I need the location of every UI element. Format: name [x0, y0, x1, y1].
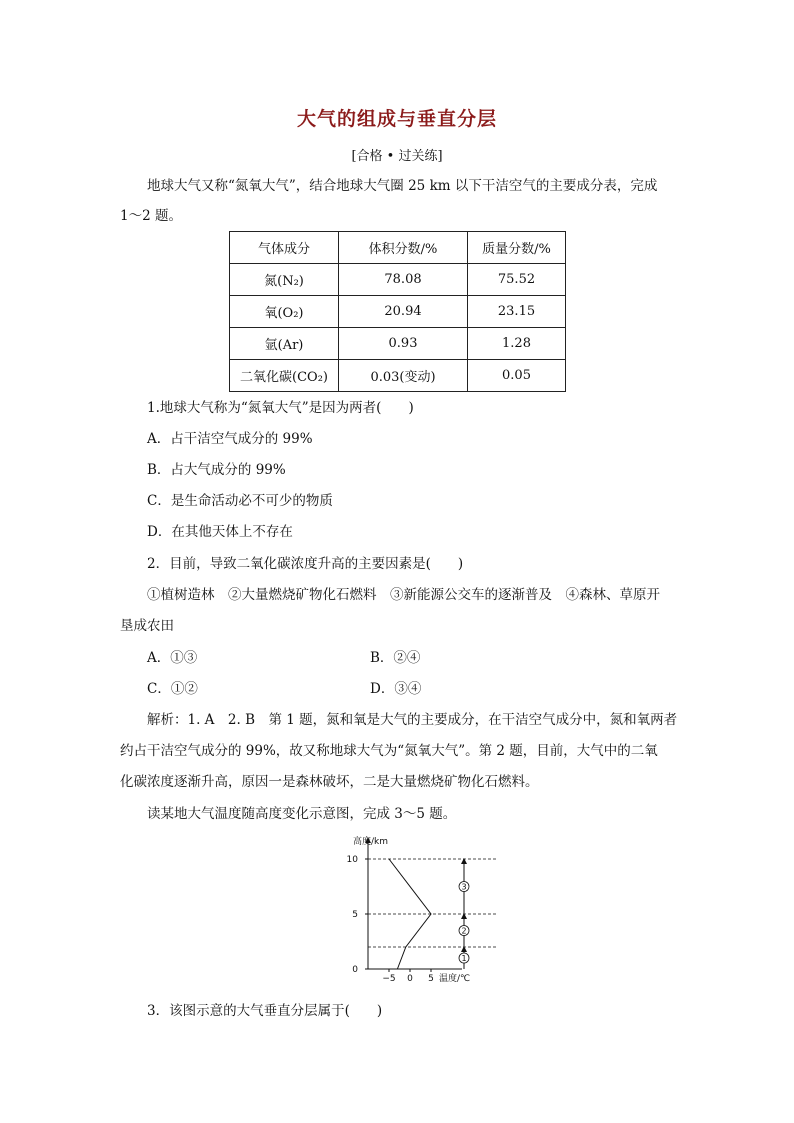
- page-title: 大气的组成与垂直分层: [296, 108, 497, 130]
- table-header-cell: 质量分数/%: [468, 232, 566, 264]
- gas-cell: 氮(N₂): [230, 264, 339, 296]
- layer-marker-label: 3: [461, 882, 467, 892]
- intro-questions-3-5: 读某地大气温度随高度变化示意图，完成 3～5 题。: [147, 806, 457, 822]
- question-2-option-d: D．③④: [370, 681, 422, 697]
- question-3-stem: 3．该图示意的大气垂直分层属于( ): [147, 1003, 383, 1019]
- gas-cell: 氩(Ar): [230, 328, 339, 360]
- gas-cell: 二氧化碳(CO₂): [230, 360, 339, 392]
- table-row: [230, 296, 566, 328]
- question-2-items-line-1: ①植树造林 ②大量燃烧矿物化石燃料 ③新能源公交车的逐渐普及 ④森林、草原开: [147, 587, 660, 603]
- layer-marker-label: 2: [461, 926, 467, 936]
- y-tick-label: 0: [352, 965, 358, 975]
- question-2-option-b: B．②④: [370, 650, 421, 666]
- table-header-cell: 气体成分: [230, 232, 339, 264]
- volume-cell: 20.94: [339, 296, 468, 328]
- question-2-stem: 2．目前，导致二氧化碳浓度升高的主要因素是( ): [147, 556, 464, 572]
- section-subtitle: [合格 • 过关练]: [351, 149, 443, 164]
- question-2-option-a: A．①③: [147, 650, 198, 666]
- analysis-line-1: 解析：1. A 2. B 第 1 题，氮和氧是大气的主要成分，在干洁空气成分中，氮和氧两者: [147, 712, 678, 728]
- x-tick-label: −5: [382, 974, 396, 984]
- analysis-line-3: 化碳浓度逐渐升高，原因一是森林破坏，二是大量燃烧矿物化石燃料。: [120, 774, 539, 790]
- mass-cell: 1.28: [468, 328, 566, 360]
- table-row: [230, 360, 566, 392]
- temperature-altitude-chart: [336, 832, 496, 992]
- gas-composition-table: [229, 231, 566, 392]
- y-tick-label: 10: [346, 855, 358, 865]
- layer-marker-label: 1: [461, 954, 467, 963]
- table-header-cell: 体积分数/%: [339, 232, 468, 264]
- question-1-option-c: C．是生命活动必不可少的物质: [147, 493, 333, 509]
- analysis-line-2: 约占干洁空气成分的 99%，故又称地球大气为“氮氧大气”。第 2 题，目前，大气中的二氧: [120, 743, 658, 759]
- question-1-stem: 1.地球大气称为“氮氧大气”是因为两者( ): [147, 400, 414, 416]
- y-axis-label: 高度/km: [353, 837, 389, 847]
- x-tick-label: 5: [428, 974, 434, 984]
- volume-cell: 78.08: [339, 264, 468, 296]
- mass-cell: 75.52: [468, 264, 566, 296]
- intro-line-1: 地球大气又称“氮氧大气”，结合地球大气圈 25 km 以下干洁空气的主要成分表，完成: [147, 178, 658, 194]
- x-tick-label: 0: [407, 974, 413, 984]
- y-tick-label: 5: [352, 910, 358, 920]
- question-1-option-b: B．占大气成分的 99%: [147, 462, 286, 478]
- question-1-option-a: A．占干洁空气成分的 99%: [147, 431, 313, 447]
- volume-cell: 0.03(变动): [339, 360, 468, 392]
- x-axis-label: 温度/℃: [439, 974, 471, 984]
- gas-cell: 氧(O₂): [230, 296, 339, 328]
- mass-cell: 23.15: [468, 296, 566, 328]
- question-2-option-c: C．①②: [147, 681, 198, 697]
- table-row: [230, 328, 566, 360]
- volume-cell: 0.93: [339, 328, 468, 360]
- mass-cell: 0.05: [468, 360, 566, 392]
- question-2-items-line-2: 垦成农田: [120, 618, 174, 634]
- intro-line-2: 1～2 题。: [120, 208, 182, 224]
- table-header-row: [230, 232, 566, 264]
- table-row: [230, 264, 566, 296]
- question-1-option-d: D．在其他天体上不存在: [147, 524, 293, 540]
